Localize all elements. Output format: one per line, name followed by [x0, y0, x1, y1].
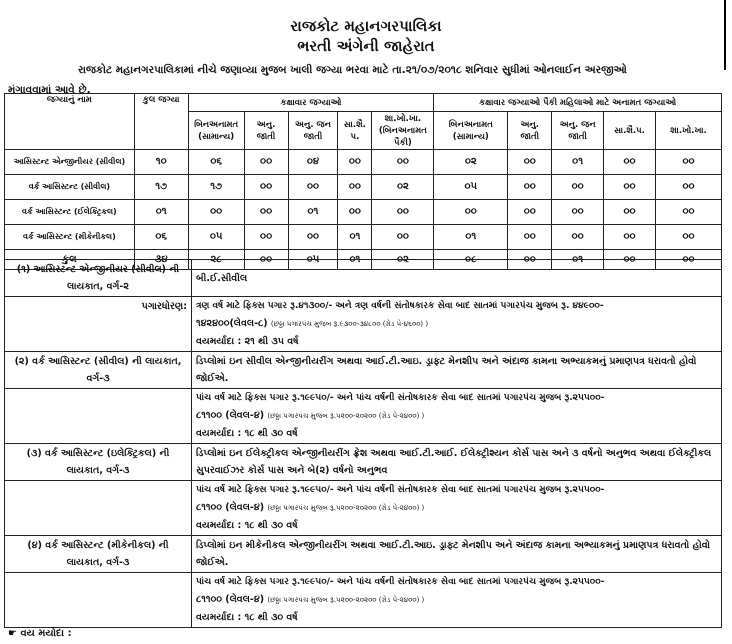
subheader-cell	[604, 112, 656, 150]
subheader-sublabel: જાતી	[256, 131, 276, 142]
subheader-label: બિનઅનામત	[448, 119, 493, 130]
count-cell: ૦૪	[288, 150, 338, 175]
subheader-sublabel: જાતી	[520, 131, 540, 142]
subheader-sublabel: (બિનઅનામત પૈકી)	[378, 125, 427, 148]
count-cell: ૦૦	[656, 175, 722, 200]
subheader-cell	[552, 112, 604, 150]
count-cell: ૦૬	[188, 150, 244, 175]
header-group-1: કક્ષાવાર જગ્યાઓ	[188, 94, 434, 112]
pay-scale-text: પાંચ વર્ષ માટે ફિક્સ પગાર રૂ.૧૯૯૫૦/- અને પાંચ વર્ષની સંતોષકારક સેવા બાદ સાતમાં પગારપંચ મુજબ રૂ.૨૫૫૦૦-	[196, 577, 605, 587]
detail-cell	[192, 481, 722, 536]
subheader-label: અનુ.	[256, 119, 276, 130]
qualification-row	[5, 389, 722, 444]
pay-level-line	[196, 407, 717, 425]
subheader-label: શા.ખો.ખા.	[670, 125, 707, 136]
count-cell: ૦૦	[288, 175, 338, 200]
total-cell: ૦૬	[134, 225, 188, 250]
count-cell: ૦૦	[372, 225, 434, 250]
qualification-row	[5, 444, 722, 481]
count-cell: ૦૦	[372, 150, 434, 175]
post-name-cell: વર્ક આસિસ્ટન્ટ (સીવીલ)	[5, 175, 135, 200]
pay-level-line	[196, 499, 717, 517]
qualification-row	[5, 297, 722, 352]
pay-level-line	[196, 315, 717, 333]
pay-scale-text: પાંચ વર્ષ માટે ફિક્સ પગાર રૂ.૧૯૯૫૦/- અને પાંચ વર્ષની સંતોષકારક સેવા બાદ સાતમાં પગારપંચ મુજબ રૂ.૨૫૫૦૦-	[196, 485, 605, 495]
table-row	[5, 150, 722, 175]
old-pay-scale-text: (છઠ્ઠા પગારપંચ મુજબ રૂ.૫૨૦૦-૨૦૨૦૦ (ગ્રેડ પે-૨૪૦૦) )	[267, 412, 425, 420]
count-cell: ૦૦	[604, 225, 656, 250]
pay-level-text: ૮૧૧૦૦ (લેવલ-૪)	[196, 594, 265, 605]
subheader-cell	[508, 112, 552, 150]
total-cell: ૦૧	[134, 200, 188, 225]
qualification-text: ડિપ્લોમાં ઇન ઈલેક્ટ્રીકલ એન્જીનીયરીંગ ફ્રેશ અથવા આઈ.ટી.આઈ. ઈલેક્ટ્રીશ્યન કોર્સ પાસ અને ૩ વર્ષનો અનુભવ અથવા ઈલેક્ટ્રીકલ સુપરવાઈઝર કોર્સ પાસ અને બે(૨) વર્ષનો અનુભવ	[196, 448, 712, 476]
header-total: કુલ જગ્યા	[134, 94, 188, 150]
qualification-row	[5, 260, 722, 297]
vacancy-table	[4, 93, 722, 270]
detail-cell	[192, 389, 722, 444]
count-cell: ૦૦	[288, 225, 338, 250]
age-limit-text: વયમર્યાદા : ૧૮ થી ૩૦ વર્ષ	[196, 612, 298, 623]
count-cell: ૦૦	[604, 175, 656, 200]
count-cell: ૦૫	[188, 225, 244, 250]
subheader-cell	[244, 112, 288, 150]
detail-cell	[192, 297, 722, 352]
count-cell: ૦૦	[244, 250, 288, 270]
subheader-sublabel: જાતી	[303, 131, 323, 142]
detail-cell	[192, 260, 722, 297]
count-cell: ૦૦	[508, 225, 552, 250]
count-cell: ૦૦	[552, 225, 604, 250]
count-cell: ૦૧	[552, 150, 604, 175]
age-limit-text: વયમર્યાદા : ૨૧ થી ૩૫ વર્ષ	[196, 336, 299, 347]
qualification-text: બી.ઈ.સીવીલ	[196, 272, 248, 284]
subheader-cell	[188, 112, 244, 150]
pay-level-text: ૮૧૧૦૦ (લેવલ-૪)	[196, 502, 265, 513]
pay-scale-text: પાંચ વર્ષ માટે ફિક્સ પગાર રૂ.૧૯૯૫૦/- અને પાંચ વર્ષની સંતોષકારક સેવા બાદ સાતમાં પગારપંચ મુજબ રૂ.૨૫૫૦૦-	[196, 393, 605, 403]
count-cell: ૦૦	[338, 150, 372, 175]
post-cell	[5, 389, 192, 444]
count-cell: ૦૦	[656, 225, 722, 250]
count-cell: ૦૧	[338, 250, 372, 270]
org-title: રાજકોટ મહાનગરપાલિકા	[290, 17, 442, 35]
total-cell: ૧૭	[134, 175, 188, 200]
post-name-cell: આસિસ્ટન્ટ એન્જીનીયર (સીવીલ)	[5, 150, 135, 175]
table-row	[5, 225, 722, 250]
header	[0, 0, 732, 56]
qualification-row	[5, 352, 722, 389]
post-cell: પગારધોરણ:	[5, 297, 192, 352]
count-cell: ૦૦	[372, 200, 434, 225]
count-cell: ૦૦	[552, 200, 604, 225]
subheader-label: સા.શૈ.	[343, 119, 366, 130]
post-name-cell: કુલ	[5, 250, 135, 270]
count-cell: ૦૧	[338, 225, 372, 250]
count-cell: ૦૦	[508, 250, 552, 270]
footer-note: ☛ વય મર્યાદા :	[8, 628, 72, 639]
qualification-row	[5, 536, 722, 573]
detail-cell	[192, 536, 722, 573]
header-post: જગ્યાનું નામ	[5, 94, 135, 150]
notice-title: ભરતી અંગેની જાહેરાત	[297, 37, 435, 55]
qualification-text: ડિપ્લોમાં ઇન સીવીલ એન્જીનીયરીંગ અથવા આઈ.ટી.આઇ. ડ્રાફ્ટ મેનશીપ અને અંદાજ કામના અભ્યાકમનું પ્રમાણપત્ર ધરાવતો હોવો જોઈએ.	[196, 356, 697, 384]
detail-cell	[192, 352, 722, 389]
old-pay-scale-text: (છઠ્ઠા પગારપંચ મુજબ રૂ.૫૨૦૦-૨૦૨૦૦ (ગ્રેડ પે-૨૪૦૦) )	[267, 596, 425, 604]
old-pay-scale-text: (છઠ્ઠા પગારપંચ મુજબ રૂ.૯૩૦૦-૩૪૮૦૦ (ગ્રેડ પે-૪૬૦૦) )	[270, 320, 429, 328]
detail-cell	[192, 573, 722, 628]
intro-line-2: મંગાવવામાં આવે છે.	[8, 84, 91, 96]
count-cell: ૦૦	[656, 200, 722, 225]
count-cell: ૦૨	[372, 175, 434, 200]
pay-level-text: ૮૧૧૦૦ (લેવલ-૪)	[196, 410, 265, 421]
count-cell: ૦૦	[244, 200, 288, 225]
count-cell: ૦૧	[288, 200, 338, 225]
age-limit-text: વયમર્યાદા : ૧૮ થી ૩૦ વર્ષ	[196, 520, 298, 531]
qualification-row	[5, 481, 722, 536]
count-cell: ૦૨	[434, 150, 508, 175]
post-cell: (૨) વર્ક આસિસ્ટન્ટ (સીવીલ) ની લાયકાત, વર્ગ-૩	[5, 352, 192, 389]
pay-level-line	[196, 591, 717, 609]
subheader-label: શા.ખો.ખા.	[384, 113, 422, 124]
count-cell: ૦૧	[552, 250, 604, 270]
count-cell: ૦૦	[188, 200, 244, 225]
count-cell: ૨૮	[188, 250, 244, 270]
subheader-label: અનુ. જન	[559, 119, 596, 130]
total-cell: ૩૪	[134, 250, 188, 270]
post-name-cell: વર્ક આસિસ્ટન્ટ (મીકેનીકલ)	[5, 225, 135, 250]
age-limit-text: વયમર્યાદા : ૧૮ થી ૩૦ વર્ષ	[196, 428, 298, 439]
count-cell: ૦૦	[552, 175, 604, 200]
subheader-cell	[656, 112, 722, 150]
subheader-cell	[372, 112, 434, 150]
header-group-2: કક્ષાવાર જગ્યાઓ પૈકી મહિલાઓ માટે અનામત જગ્યાઓ	[434, 94, 722, 112]
total-cell: ૧૦	[134, 150, 188, 175]
subheader-cell	[288, 112, 338, 150]
subheader-label: અનુ.	[520, 119, 539, 130]
subheader-label: અનુ. જન	[295, 119, 331, 130]
count-cell: ૦૮	[434, 250, 508, 270]
count-cell: ૦૦	[338, 175, 372, 200]
count-cell: ૦૦	[244, 225, 288, 250]
subheader-sublabel: (સામાન્ય)	[452, 131, 489, 142]
qualification-row	[5, 573, 722, 628]
count-cell: ૦૦	[244, 175, 288, 200]
subheader-sublabel: જાતી	[568, 131, 587, 142]
qualification-text: ડિપ્લોમાં ઇન મીકેનીકલ એન્જીનીયરીંગ અથવા આઈ.ટી.આઇ. ડ્રાફ્ટ મેનશીપ અને અંદાજ કામના અભ્યાકમનું પ્રમાણપત્ર ધરાવતો હોવો જોઈએ.	[196, 540, 710, 568]
subheader-sublabel: (સામાન્ય)	[198, 131, 235, 142]
count-cell: ૦૨	[372, 250, 434, 270]
count-cell: ૦૫	[434, 175, 508, 200]
count-cell: ૦૦	[244, 150, 288, 175]
post-name-cell: વર્ક આસિસ્ટન્ટ (ઈલેક્ટ્રિકલ)	[5, 200, 135, 225]
post-cell	[5, 481, 192, 536]
count-cell: ૦૦	[508, 175, 552, 200]
page-edge	[724, 0, 732, 70]
count-cell: ૦૦	[604, 200, 656, 225]
subheader-label: સા.શૈ.પ.	[614, 125, 645, 136]
table-row	[5, 200, 722, 225]
post-cell: (૩) વર્ક આસિસ્ટન્ટ (ઇલેક્ટ્રિકલ) ની લાયકાત, વર્ગ-૩	[5, 444, 192, 481]
count-cell: ૦૦	[508, 200, 552, 225]
count-cell: ૦૦	[656, 250, 722, 270]
count-cell: ૦૦	[604, 250, 656, 270]
post-cell: (૧) આસિસ્ટન્ટ એન્જીનીયર (સીવીલ) ની લાયકાત, વર્ગ-૨	[5, 260, 192, 297]
qualification-table	[4, 259, 722, 628]
count-cell: ૦૦	[604, 150, 656, 175]
post-cell	[5, 573, 192, 628]
subheader-cell	[338, 112, 372, 150]
intro-line-1: રાજકોટ મહાનગરપાલિકામાં નીચે જણાવ્યા મુજબ ખાલી જગ્યા ભરવા માટે તા.૨૧/૦૭/૨૦૧૮ શનિવાર સુધીમાં ઓનલાઈન અરજીઓ	[78, 64, 627, 76]
count-cell: ૦૦	[338, 200, 372, 225]
table-row	[5, 175, 722, 200]
count-cell: ૦૧	[434, 225, 508, 250]
post-cell: (૪) વર્ક આસિસ્ટન્ટ (મીકેનીકલ) ની લાયકાત, વર્ગ-૩	[5, 536, 192, 573]
count-cell: ૦૫	[288, 250, 338, 270]
count-cell: ૧૭	[188, 175, 244, 200]
count-cell: ૦૦	[656, 150, 722, 175]
old-pay-scale-text: (છઠ્ઠા પગારપંચ મુજબ રૂ.૫૨૦૦-૨૦૨૦૦ (ગ્રેડ પે-૨૪૦૦) )	[267, 504, 425, 512]
subheader-label: બિનઅનામત	[194, 119, 239, 130]
pay-level-text: ૧૪૨૪૦૦(લેવલ-૮)	[196, 318, 268, 329]
count-cell: ૦૦	[508, 150, 552, 175]
count-cell: ૦૦	[434, 200, 508, 225]
subheader-sublabel: પ.	[350, 131, 360, 142]
subheader-cell	[434, 112, 508, 150]
detail-cell	[192, 444, 722, 481]
pay-scale-text: ત્રણ વર્ષ માટે ફિક્સ પગાર રૂ.૪૧૩૦૦/- અને ત્રણ વર્ષની સંતોષકારક સેવા બાદ સાતમાં પગારપંચ મુજબ રૂ. ૪૪૯૦૦-	[196, 301, 604, 311]
